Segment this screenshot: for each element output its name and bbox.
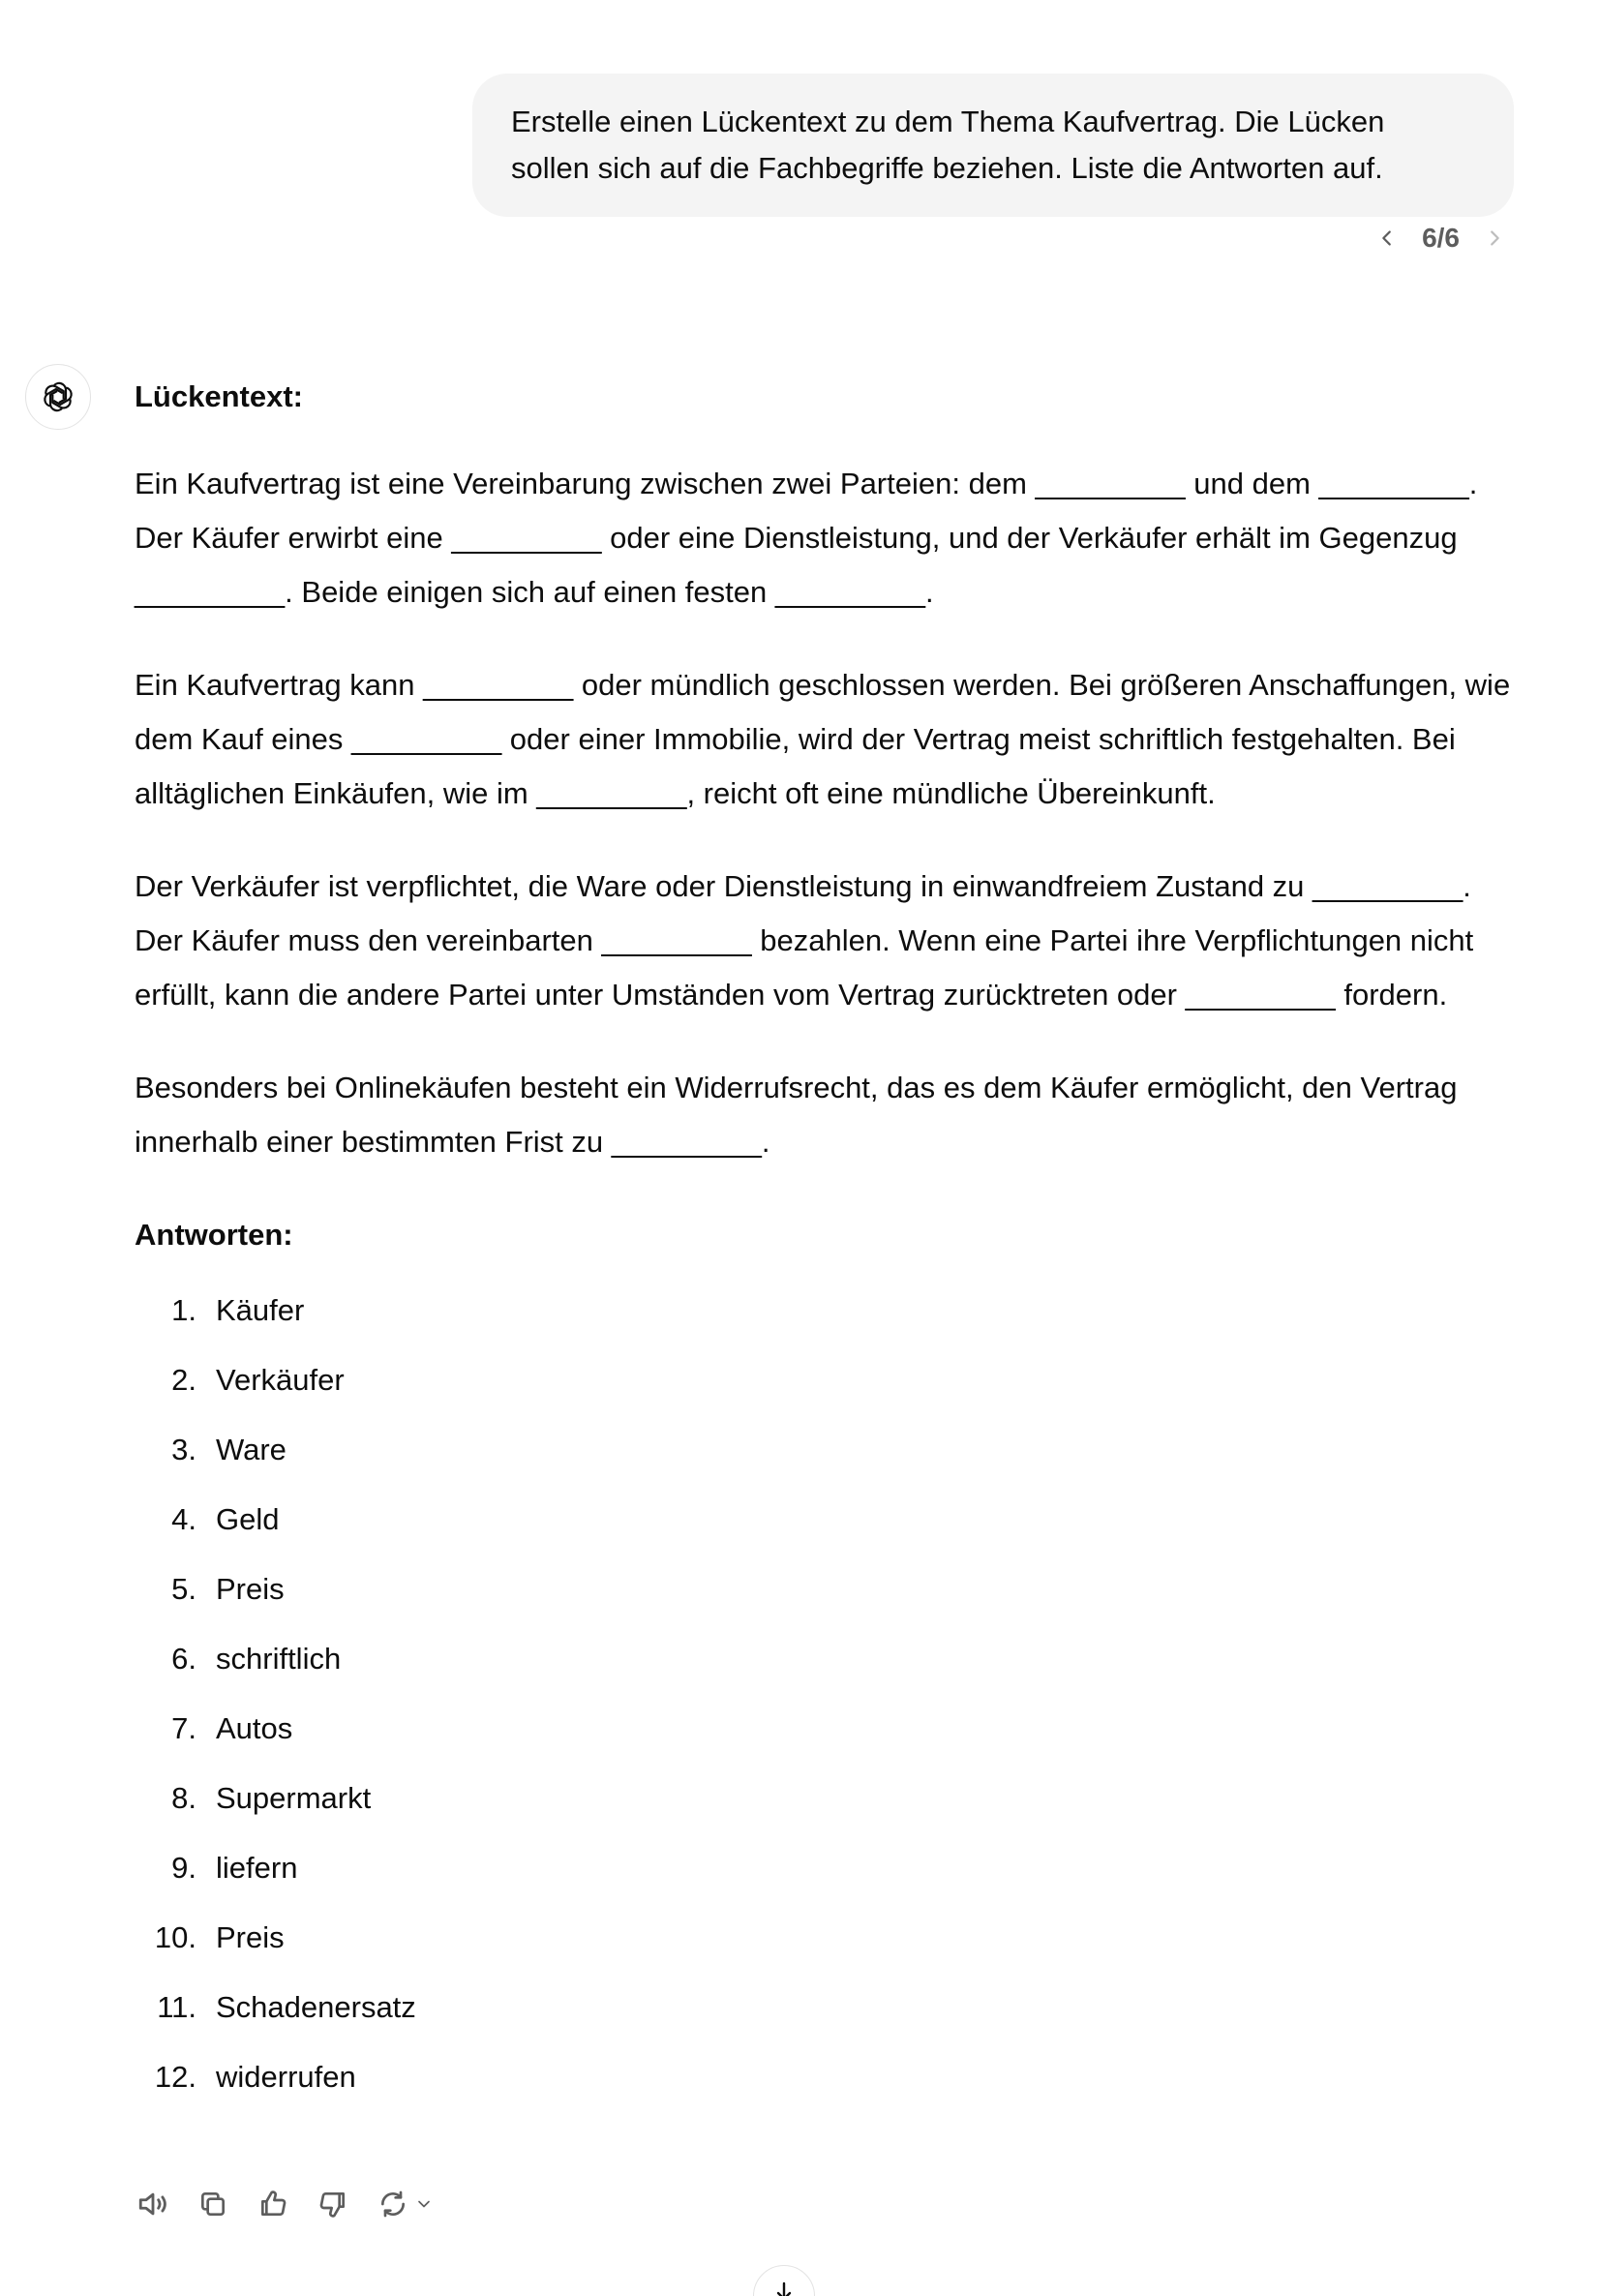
list-text: Käufer [216,1293,305,1327]
list-text: schriftlich [216,1642,342,1676]
openai-logo-icon [39,378,77,416]
scroll-down-button[interactable] [753,2265,815,2296]
list-item [135,1764,1519,1833]
list-text: Preis [216,1572,285,1606]
chevron-right-icon[interactable] [1477,221,1512,256]
list-text: Geld [216,1502,280,1536]
user-message-line: Erstelle einen Lückentext zu dem Thema Kaufvertrag. Die Lücken [511,105,1385,138]
list-text: liefern [216,1851,298,1885]
list-item [135,2042,1519,2112]
answers-heading: Antworten: [135,1218,293,1252]
list-text: Ware [216,1433,287,1466]
list-item [135,1624,1519,1694]
speaker-icon[interactable] [135,2186,171,2222]
list-number: 11. [157,1990,196,2024]
gap-text-paragraph: Ein Kaufvertrag kann _________ oder mündlich geschlossen werden. Bei größeren Anschaffungen, wie dem Kauf eines _________ oder einer Immobilie, wird der Vertrag meist schriftlich festgehalten. Bei alltäglichen Einkäufen, wie im _________, reicht oft eine mündliche Übereinkunft. [135,668,1511,810]
list-number: 5. [171,1572,196,1606]
list-number: 7. [171,1711,196,1745]
list-item [135,1555,1519,1624]
user-message-bubble [472,74,1514,217]
branch-navigation [1370,221,1512,256]
list-number: 1. [171,1293,196,1327]
list-number: 4. [171,1502,196,1536]
message-actions [135,2186,435,2222]
list-number: 3. [171,1433,196,1466]
list-number: 12. [154,2060,196,2094]
list-number: 10. [154,1920,196,1954]
answers-list [135,1276,1519,2112]
list-number: 8. [171,1781,196,1815]
list-item [135,1345,1519,1415]
list-item [135,1694,1519,1764]
chevron-down-icon [413,2186,435,2222]
assistant-message [135,374,1519,2112]
list-item [135,1485,1519,1555]
list-item [135,1415,1519,1485]
list-number: 6. [171,1642,196,1676]
list-text: Schadenersatz [216,1990,416,2024]
branch-counter: 6/6 [1422,223,1460,253]
list-number: 2. [171,1363,196,1397]
arrow-down-icon [772,2280,796,2296]
copy-icon[interactable] [195,2186,231,2222]
list-number: 9. [171,1851,196,1885]
list-text: Preis [216,1920,285,1954]
chevron-left-icon[interactable] [1370,221,1404,256]
gap-text-heading: Lückentext: [135,379,303,413]
thumbs-up-icon[interactable] [255,2186,291,2222]
gap-text-paragraph: Der Verkäufer ist verpflichtet, die Ware oder Dienstleistung in einwandfreiem Zustand zu _________. Der Käufer muss den vereinbarten _________ bezahlen. Wenn eine Partei ihre Verpflichtungen nicht erfüllt, kann die andere Partei unter Umständen vom Vertrag zurücktreten oder _________ fordern. [135,869,1474,1012]
list-item [135,1903,1519,1973]
list-item [135,1973,1519,2042]
user-message [472,74,1514,217]
regenerate-icon [375,2186,411,2222]
list-item [135,1833,1519,1903]
thumbs-down-icon[interactable] [315,2186,351,2222]
gap-text-paragraph: Ein Kaufvertrag ist eine Vereinbarung zwischen zwei Parteien: dem _________ und dem _________. Der Käufer erwirbt eine _________ oder eine Dienstleistung, und der Verkäufer erhält im Gegenzug _________. Beide einigen sich auf einen festen _________. [135,467,1478,609]
list-text: Verkäufer [216,1363,345,1397]
list-text: Autos [216,1711,293,1745]
list-text: widerrufen [216,2060,356,2094]
list-text: Supermarkt [216,1781,372,1815]
gap-text-paragraph: Besonders bei Onlinekäufen besteht ein Widerrufsrecht, das es dem Käufer ermöglicht, den Vertrag innerhalb einer bestimmten Frist zu _________. [135,1071,1458,1159]
user-message-line: sollen sich auf die Fachbegriffe beziehen. Liste die Antworten auf. [511,151,1383,185]
assistant-avatar [25,364,91,430]
list-item [135,1276,1519,1345]
regenerate-button[interactable] [375,2186,435,2222]
